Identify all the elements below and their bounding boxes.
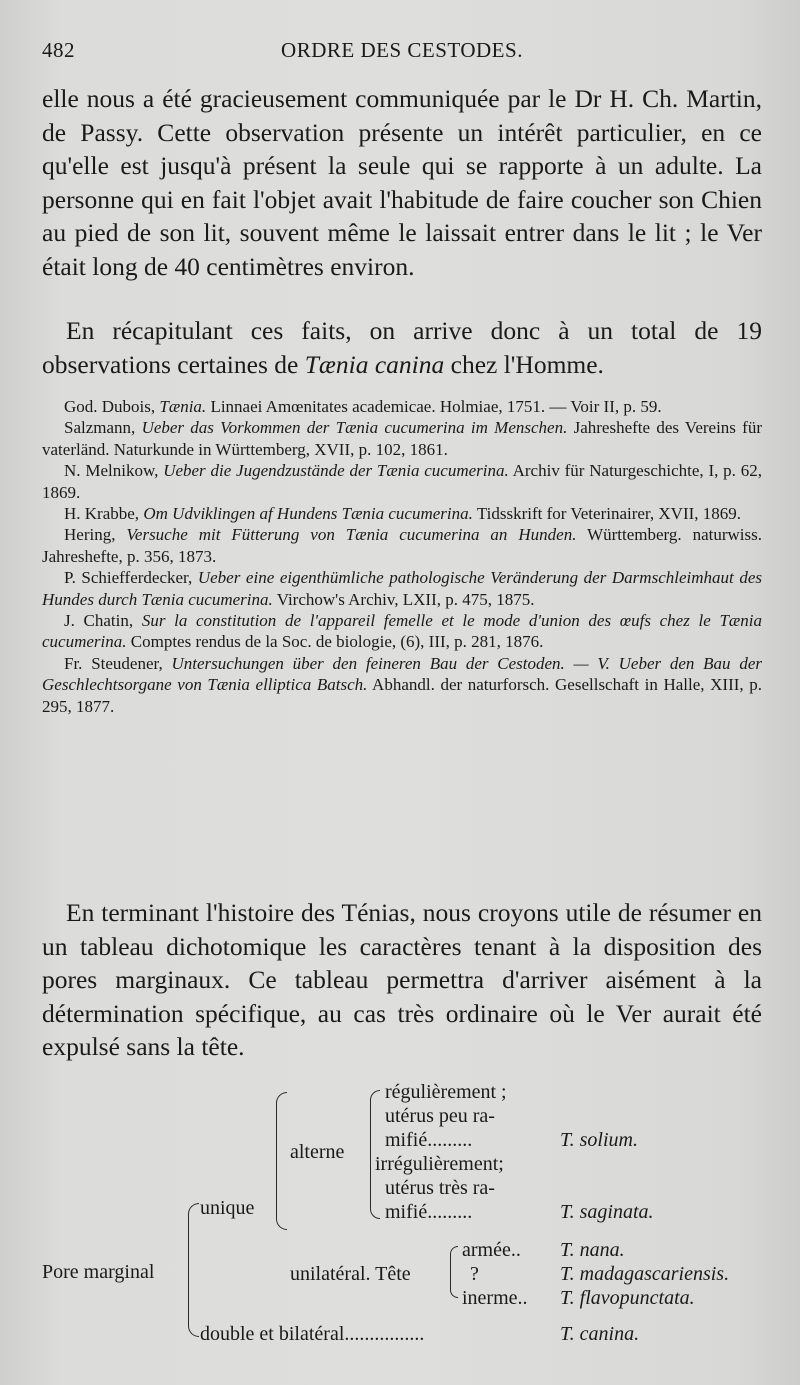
ref-author: P. Schiefferdecker, [64, 568, 198, 588]
ref-source: Virchow's Archiv, LXII, p. 475, 1875. [272, 589, 535, 609]
paragraph-continuation: elle nous a été gracieusement communiquée par le Dr H. Ch. Martin, de Passy. Cette observation présente un intérêt particulier, en ce qu'elle est jusqu'à présent la seule qui se rapporte à un adulte. La personne qui en fait l'objet avait l'habitude de faire coucher son Chien au pied de son lit, souvent même le laissait entrer dans le lit ; le Ver était long de 40 centimètres environ. [42, 84, 762, 281]
ref-title: Untersuchungen über den feineren Bau der Cestoden. — V. Ueber den Bau der Geschlechtsorgane von Tænia elliptica Batsch. [42, 653, 762, 695]
ref-title: Sur la constitution de l'appareil femelle et le mode d'union des œufs chez le Tænia cucumerina. [42, 611, 762, 652]
key-armee: armée.. [462, 1239, 521, 1261]
ref-author: Fr. Steudener, [64, 653, 172, 673]
species-flavopunctata-text: T. flavopunctata. [560, 1287, 695, 1309]
tete-brace [450, 1246, 458, 1298]
key-alterne-label: alterne [290, 1141, 345, 1163]
key-double-label: double et bilatéral................ [200, 1323, 425, 1345]
root-brace [188, 1203, 199, 1337]
key-irregulier-line3: mifié......... [385, 1201, 473, 1223]
key-inerme: inerme.. [462, 1287, 528, 1309]
ref-title: Ueber eine eigenthümliche pathologische Veränderung der Darmschleimhaut des Hundes durch Tænia cucumerina. [42, 568, 762, 609]
ref-author: N. Melnikow, [64, 461, 164, 481]
summary-text-end: chez l'Homme. [444, 349, 604, 379]
key-unilateral-label: unilatéral. Tête [290, 1263, 411, 1285]
species-flavopunctata [560, 1286, 695, 1310]
ref-source: Comptes rendus de la Soc. de biologie, (6), III, p. 281, 1876. [126, 632, 544, 652]
species-canina [560, 1322, 639, 1346]
running-title: ORDRE DES CESTODES. [281, 38, 523, 62]
ref-source: Archiv für Naturgeschichte, I, p. 62, 1869. [42, 461, 762, 502]
key-root-label: Pore marginal [42, 1261, 155, 1283]
ref-title: Versuche mit Fütterung von Tænia cucumerina an Hunden. [126, 525, 577, 545]
ref-source: Linnaei Amœnitates academicae. Holmiae, 1751. — Voir II, p. 59. [206, 397, 662, 416]
key-regulier-line1: régulièrement ; [385, 1081, 507, 1103]
key-regulier-line2: utérus peu ra- [385, 1105, 495, 1127]
species-name: Tænia canina [304, 349, 445, 379]
unique-brace [276, 1092, 287, 1230]
ref-source: Württemberg. naturwiss. Jahreshefte, p. 356, 1873. [42, 525, 762, 566]
page-number: 482 [42, 38, 75, 62]
ref-author: J. Chatin, [64, 611, 142, 631]
species-nana [560, 1238, 625, 1262]
ref-author: Salzmann, [64, 418, 142, 438]
key-unique-label: unique [200, 1197, 255, 1219]
paragraph-conclusion: En terminant l'histoire des Ténias, nous croyons utile de résumer en un tableau dichotomique les caractères tenant à la disposition des pores marginaux. Ce tableau permettra d'arriver aisément à la détermination spécifique, au cas très ordinaire où le Ver aurait été expulsé sans la tête. [42, 898, 762, 1061]
species-saginata-text: T. saginata. [560, 1201, 654, 1223]
species-solium [560, 1128, 638, 1152]
species-madagascariensis [560, 1262, 729, 1286]
ref-title: Om Udviklingen af Hundens Tænia cucumerina. [143, 504, 473, 524]
ref-author: God. Dubois, [64, 397, 160, 416]
ref-title: Ueber die Jugendzustände der Tænia cucumerina. [163, 461, 509, 481]
species-nana-text: T. nana. [560, 1239, 625, 1261]
key-irregulier-line1: irrégulièrement; [375, 1153, 504, 1175]
ref-author: Hering, [64, 525, 127, 545]
species-saginata [560, 1200, 654, 1224]
summary-text-start: En récapitulant ces faits, on arrive donc à un total de 19 observations certaines de [42, 316, 762, 379]
species-madagascariensis-text: T. madagascariensis. [560, 1263, 730, 1285]
key-irregulier-line2: utérus très ra- [385, 1177, 495, 1199]
ref-source: Jahreshefte des Vereins für vaterländ. Naturkunde in Württemberg, XVII, p. 102, 1861. [42, 418, 763, 459]
ref-title: Ueber das Vorkommen der Tænia cucumerina im Menschen. [141, 418, 568, 438]
key-regulier-line3: mifié......... [385, 1129, 473, 1151]
ref-source: Tidsskrift for Veterinairer, XVII, 1869. [472, 504, 742, 524]
species-canina-text: T. canina. [560, 1323, 640, 1345]
ref-title: Tænia. [159, 397, 207, 416]
ref-author: H. Krabbe, [64, 504, 144, 524]
ref-source: Abhandl. der naturforsch. Gesellschaft in Halle, XIII, p. 295, 1877. [42, 675, 762, 716]
key-question: ? [470, 1263, 479, 1285]
species-solium-text: T. solium. [560, 1129, 638, 1151]
